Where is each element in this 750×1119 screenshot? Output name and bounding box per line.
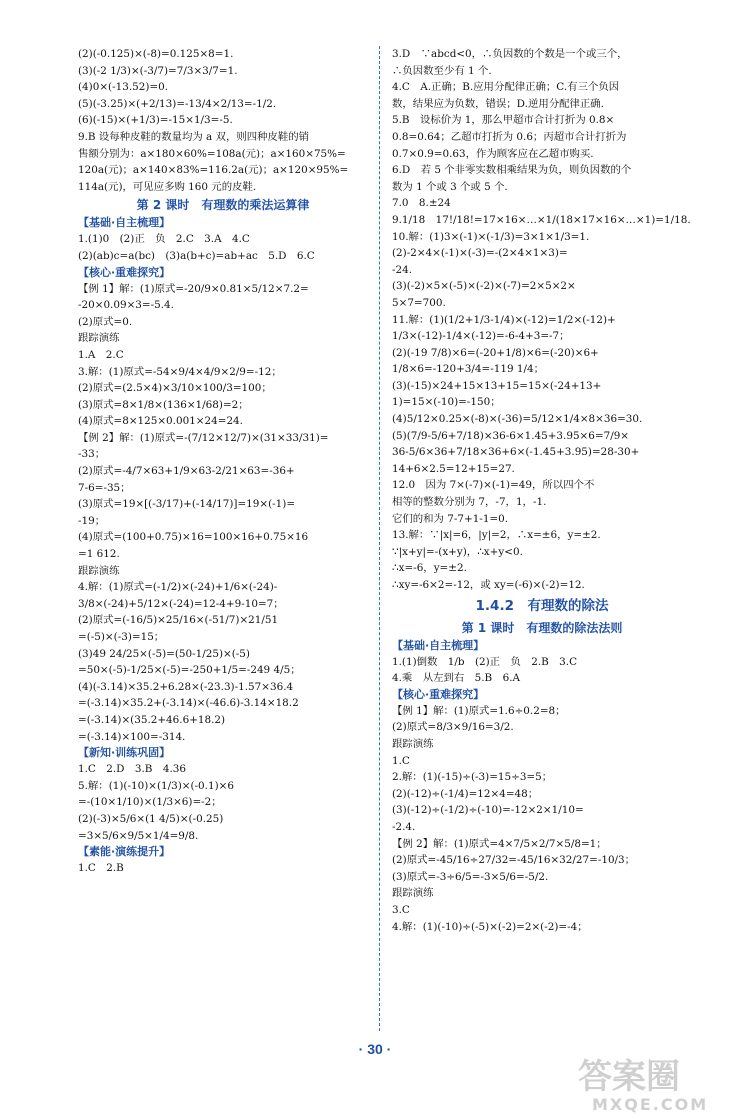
text-line: (3)(-2)×5×(-5)×(-2)×(-7)=2×5×2×: [392, 280, 576, 293]
text-line: -19；: [78, 514, 106, 527]
watermark-logo: [572, 1050, 742, 1116]
text-line: 14+6×2.5=12+15=27.: [392, 462, 515, 475]
text-line: 跟踪演练: [392, 737, 434, 750]
text-line: (2)(-3)×5/6×(1 4/5)×(-0.25): [78, 812, 224, 825]
text-line: -33；: [78, 448, 106, 461]
text-line: (2)原式=(2.5×4)×3/10×100/3=100；: [78, 382, 272, 395]
text-line: 9.B 设每种皮鞋的数量均为 a 双，则四种皮鞋的销: [78, 130, 310, 143]
text-line: 4.乘 从左到右 5.B 6.A: [392, 672, 521, 685]
text-line: 【例 1】解：(1)原式=-20/9×0.81×5/12×7.2=: [78, 282, 309, 295]
text-line: 7.0 8.±24: [392, 197, 451, 210]
text-line: =(-3.14)×(35.2+46.6+18.2): [78, 713, 226, 726]
text-line: 相等的整数分别为 7，-7，1，-1.: [392, 496, 547, 509]
text-line: (2)(-12)÷(-1/4)=12×4=48；: [392, 787, 539, 800]
text-line: 1.C 2.D 3.B 4.36: [78, 763, 186, 776]
text-line: 3.D ∵abcd<0，∴负因数的个数是一个或三个，: [392, 48, 628, 60]
text-line: 10.解：(1)3×(-1)×(-1/3)=3×1×1/3=1.: [392, 230, 590, 243]
text-line: 跟踪演练: [78, 332, 120, 345]
text-line: 4.解：(1)原式=(-1/2)×(-24)+1/6×(-24)-: [78, 581, 278, 594]
text-line: (3)(-12)÷(-1/2)÷(-10)=-12×2×1/10=: [392, 804, 584, 817]
section-title: 第 2 课时 有理数的乘法运算律: [136, 198, 310, 213]
text-line: (5)(-3.25)×(+2/13)=-13/4×2/13=-1/2.: [78, 97, 277, 110]
text-line: 4.C A.正确；B.应用分配律正确；C.有三个负因: [392, 81, 620, 94]
text-line: 120a(元)；a×140×83%=116.2a(元)；a×120×95%=: [78, 164, 349, 177]
text-line: (5)(7/9-5/6+7/18)×36-6×1.45+3.95×6=7/9×: [392, 429, 630, 442]
watermark-text: 答案圈: [578, 1057, 680, 1097]
text-line: 36-5/6×36+7/18×36+6×(-1.45+3.95)=28-30+: [392, 446, 640, 459]
text-line: ∵|x+y|=-(x+y)，∴x+y<0.: [392, 545, 523, 558]
chapter-title: 1.4.2 有理数的除法: [475, 597, 609, 614]
text-line: 跟踪演练: [392, 887, 434, 900]
text-line: 【例 2】解：(1)原式=4×7/5×2/7×5/8=1；: [392, 837, 607, 850]
text-line: 0.7×0.9=0.63，作为顾客应在乙超市购买.: [392, 147, 594, 160]
text-line: 【例 2】解：(1)原式=-(7/12×12/7)×(31×33/31)=: [78, 431, 329, 444]
text-line: 5.解：(1)(-10)×(1/3)×(-0.1)×6: [78, 779, 234, 792]
text-line: 数，结果应为负数，错误；D.逆用分配律正确.: [392, 97, 604, 110]
text-line: (3)(-15)×24+15×13+15=15×(-24+13+: [392, 379, 602, 392]
text-line: 数为 1 个或 3 个或 5 个.: [392, 180, 508, 193]
text-line: 12.0 因为 7×(-7)×(-1)=49，所以四个不: [392, 479, 595, 492]
text-line: (2)(ab)c=a(bc) (3)a(b+c)=ab+ac 5.D 6.C: [78, 249, 315, 262]
text-line: 1.(1)0 (2)正 负 2.C 3.A 4.C: [78, 233, 250, 246]
text-line: 1.A 2.C: [78, 348, 124, 361]
section-header: 【新知·训练巩固】: [78, 746, 171, 760]
text-line: 7-6=-35；: [78, 481, 131, 494]
text-line: (3)原式=19×[(-3/17)+(-14/17)]=19×(-1)=: [78, 498, 296, 511]
text-line: -24.: [392, 263, 413, 276]
text-line: 13.解：∵|x|=6，|y|=2，∴x=±6，y=±2.: [392, 529, 601, 542]
text-line: (3)(-2 1/3)×(-3/7)=7/3×3/7=1.: [78, 64, 238, 77]
page-number: · 30 ·: [358, 1041, 392, 1057]
text-line: (3)原式=-3÷6/5=-3×5/6=-5/2.: [392, 870, 549, 883]
text-line: =(-3.14)×35.2+(-3.14)×(-46.6)-3.14×18.2: [78, 697, 299, 710]
left-column: [78, 46, 368, 877]
text-line: ∴x=-6，y=±2.: [392, 562, 467, 575]
text-line: (2)-2×4×(-1)×(-3)=-(2×4×1×3)=: [392, 247, 568, 260]
section-header: 【基础·自主梳理】: [392, 638, 485, 652]
text-line: 3.解：(1)原式=-54×9/4×4/9×2/9=-12；: [78, 365, 282, 378]
text-line: ∴负因数至少有 1 个.: [392, 64, 492, 77]
text-line: 售额分别为：a×180×60%=108a(元)；a×160×75%=: [78, 147, 346, 160]
section-header: 【基础·自主梳理】: [78, 216, 171, 230]
text-line: =(-3.14)×100=-314.: [78, 730, 186, 743]
text-line: 5.B 设标价为 1，那么甲超市合计打折为 0.8×: [392, 114, 615, 127]
text-line: (4)0×(-13.52)=0.: [78, 81, 169, 94]
text-line: 3.C: [392, 903, 410, 916]
text-line: -20×0.09×3=-5.4.: [78, 299, 174, 312]
section-title: 第 1 课时 有理数的除法法则: [461, 620, 623, 635]
text-line: ∴xy=-6×2=-12，或 xy=(-6)×(-2)=12.: [392, 579, 585, 591]
text-line: (2)(-19 7/8)×6=(-20+1/8)×6=(-20)×6+: [392, 346, 599, 359]
text-line: (2)原式=-4/7×63+1/9×63-2/21×63=-36+: [78, 465, 295, 478]
text-line: (6)(-15)×(+1/3)=-15×1/3=-5.: [78, 114, 233, 127]
text-line: 9.1/18 17!/18!=17×16×…×1/(18×17×16×…×1)=1/18.: [392, 213, 691, 226]
text-line: 它们的和为 7-7+1-1=0.: [392, 512, 509, 525]
text-line: 2.解：(1)(-15)÷(-3)=15÷3=5；: [392, 771, 553, 784]
watermark-url: MXQE.COM: [592, 1095, 709, 1114]
text-line: 3/8×(-24)+5/12×(-24)=12-4+9-10=7；: [78, 597, 284, 610]
text-line: 4.解：(1)(-10)÷(-5)×(-2)=2×(-2)=-4；: [392, 920, 588, 933]
text-line: 5×7=700.: [392, 296, 446, 309]
text-line: =3×5/6×9/5×1/4=9/8.: [78, 829, 199, 842]
text-line: 6.D 若 5 个非零实数相乘结果为负，则负因数的个: [392, 164, 632, 177]
text-line: 0.8=0.64；乙超市打折为 0.6；丙超市合计打折为: [392, 130, 627, 143]
text-line: (2)原式=(-16/5)×25/16×(-51/7)×21/51: [78, 614, 279, 627]
text-line: (4)(-3.14)×35.2+6.28×(-23.3)-1.57×36.4: [78, 680, 294, 693]
section-header: 【核心·重难探究】: [78, 265, 171, 279]
column-divider: [379, 46, 380, 1031]
text-line: 114a(元)，可见应多购 160 元的皮鞋.: [78, 180, 257, 193]
text-line: -2.4.: [392, 820, 416, 833]
text-line: (2)原式=8/3×9/16=3/2.: [392, 721, 514, 734]
text-line: 1.C: [392, 754, 410, 767]
right-column: [392, 46, 692, 935]
text-line: (3)49 24/25×(-5)=(50-1/25)×(-5): [78, 647, 250, 660]
text-line: 1.C 2.B: [78, 862, 124, 875]
text-line: (2)原式=0.: [78, 315, 133, 328]
text-line: 【例 1】解：(1)原式=1.6÷0.2=8；: [392, 704, 566, 717]
section-header: 【素能·演练提升】: [78, 845, 171, 859]
text-line: 1.(1)倒数 1/b (2)正 负 2.B 3.C: [392, 655, 578, 668]
text-line: 跟踪演练: [78, 564, 120, 577]
text-line: (2)原式=-45/16÷27/32=-45/16×32/27=-10/3；: [392, 854, 636, 867]
text-line: 11.解：(1)(1/2+1/3-1/4)×(-12)=1/2×(-12)+: [392, 313, 616, 326]
text-line: 1)=15×(-10)=-150；: [392, 396, 501, 409]
text-line: (4)原式=(100+0.75)×16=100×16+0.75×16: [78, 531, 309, 544]
text-line: =-(10×1/10)×(1/3×6)=-2；: [78, 796, 222, 809]
text-line: =50×(-5)-1/25×(-5)=-250+1/5=-249 4/5；: [78, 664, 301, 677]
text-line: (2)(-0.125)×(-8)=0.125×8=1.: [78, 48, 234, 60]
text-line: 1/3×(-12)-1/4×(-12)=-6-4+3=-7；: [392, 330, 570, 343]
text-line: =(-5)×(-3)=15；: [78, 631, 165, 643]
text-line: (3)原式=8×1/8×(136×1/68)=2；: [78, 398, 249, 411]
text-line: (4)原式=8×125×0.001×24=24.: [78, 415, 243, 428]
section-header: 【核心·重难探究】: [392, 687, 485, 701]
text-line: (4)5/12×0.25×(-8)×(-36)=5/12×1/4×8×36=30.: [392, 413, 643, 426]
text-line: =1 612.: [78, 548, 120, 561]
text-line: 1/8×6=-120+3/4=-119 1/4；: [392, 363, 544, 376]
